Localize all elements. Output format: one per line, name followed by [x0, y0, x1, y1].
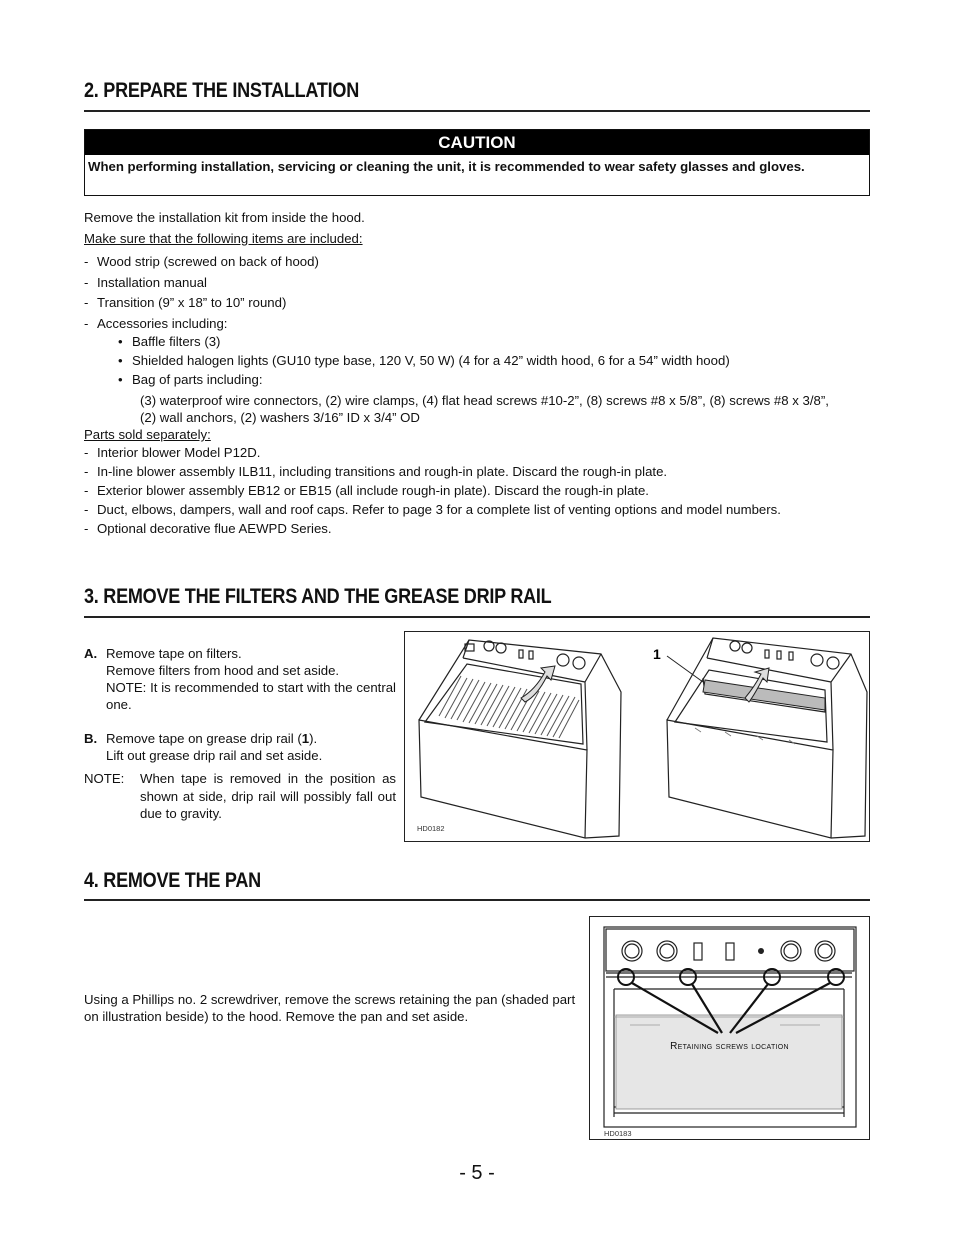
- section-title-pan: 4. REMOVE THE PAN: [84, 869, 261, 892]
- accessory-item: • Shielded halogen lights (GU10 type base, 120 V, 50 W) (4 for a 42” width hood, 6 for a 54” width hood): [118, 353, 730, 368]
- pan-instructions: Using a Phillips no. 2 screwdriver, remove the screws retaining the pan (shaded part on illustration beside) to the hood. Remove the pan and set aside.: [84, 992, 576, 1024]
- step-a-text: Remove tape on filters. Remove filters from hood and set aside. NOTE: It is recommended to start with the central one.: [106, 646, 396, 712]
- separate-item: - Optional decorative flue AEWPD Series.: [84, 521, 332, 536]
- accessory-item: • Baffle filters (3): [118, 334, 221, 349]
- figure-code: HD0183: [604, 1129, 632, 1138]
- figure-pan: [589, 916, 870, 1140]
- figure-code: HD0182: [417, 824, 445, 833]
- section-rule: [84, 110, 870, 112]
- note-label: NOTE:: [84, 771, 125, 786]
- page-number: - 5 -: [459, 1162, 495, 1184]
- figure-filters: [404, 631, 870, 842]
- section-rule: [84, 899, 870, 901]
- list-item: - Wood strip (screwed on back of hood): [84, 254, 319, 269]
- intro-text: Remove the installation kit from inside the hood.: [84, 210, 365, 225]
- included-heading: Make sure that the following items are included:: [84, 231, 363, 246]
- separate-heading: Parts sold separately:: [84, 427, 211, 442]
- figure-caption: Retaining screws location: [670, 1041, 789, 1052]
- separate-item: - Interior blower Model P12D.: [84, 445, 261, 460]
- separate-item: - Exterior blower assembly EB12 or EB15 (all include rough-in plate). Discard the rough-in plate.: [84, 483, 649, 498]
- accessory-item: • Bag of parts including:: [118, 372, 263, 387]
- caution-text: When performing installation, servicing or cleaning the unit, it is recommended to wear safety glasses and gloves.: [88, 159, 805, 174]
- list-item: - Installation manual: [84, 275, 207, 290]
- pan-illustration: [590, 917, 869, 1139]
- step-a-label: A.: [84, 646, 98, 661]
- list-item: - Accessories including:: [84, 316, 228, 331]
- section-title-prepare: 2. PREPARE THE INSTALLATION: [84, 79, 359, 102]
- section-rule: [84, 616, 870, 618]
- bag-parts-line-1: (3) waterproof wire connectors, (2) wire clamps, (4) flat head screws #10-2”, (8) screws #8 x 5/8”, (8) screws #8 x 3/8”,: [140, 393, 829, 408]
- separate-item: - Duct, elbows, dampers, wall and roof caps. Refer to page 3 for a complete list of venting options and model numbers.: [84, 502, 781, 517]
- step-b-text: Remove tape on grease drip rail (1). Lift out grease drip rail and set aside.: [106, 731, 323, 763]
- list-item: - Transition (9” x 18” to 10” round): [84, 295, 287, 310]
- step-b-label: B.: [84, 731, 98, 746]
- section-title-filters: 3. REMOVE THE FILTERS AND THE GREASE DRIP RAIL: [84, 585, 552, 608]
- hood-illustration: [405, 632, 869, 841]
- caution-box: [84, 129, 870, 196]
- separate-item: - In-line blower assembly ILB11, including transitions and rough-in plate. Discard the rough-in plate.: [84, 464, 668, 479]
- caution-title: CAUTION: [85, 130, 869, 155]
- note-text: When tape is removed in the position as shown at side, drip rail will possibly fall out due to gravity.: [140, 771, 396, 821]
- callout-label: 1: [653, 646, 661, 662]
- bag-parts-line-2: (2) wall anchors, (2) washers 3/16” ID x 3/4” OD: [140, 410, 420, 425]
